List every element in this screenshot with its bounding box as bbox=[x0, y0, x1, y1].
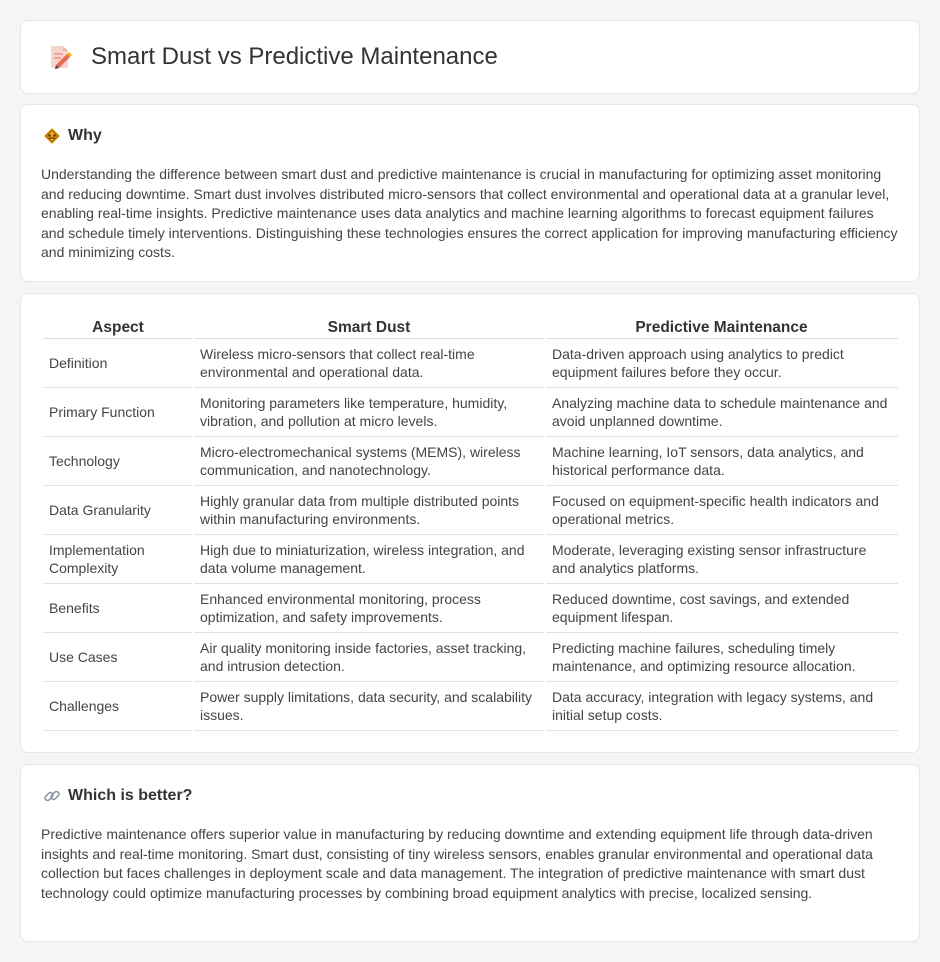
aspect-cell: Benefits bbox=[43, 583, 193, 632]
smart-dust-cell: Enhanced environmental monitoring, process optimization, and safety improvements. bbox=[193, 583, 545, 632]
table-row bbox=[43, 436, 898, 485]
table-row bbox=[43, 681, 898, 730]
smart-dust-cell: Monitoring parameters like temperature, humidity, vibration, and pollution at micro levels. bbox=[193, 387, 545, 436]
predictive-maintenance-cell: Data accuracy, integration with legacy systems, and initial setup costs. bbox=[545, 681, 898, 730]
table-row bbox=[43, 485, 898, 534]
predictive-maintenance-cell: Data-driven approach using analytics to predict equipment failures before they occur. bbox=[545, 338, 898, 387]
why-heading: Why bbox=[68, 127, 102, 144]
smart-dust-cell: Power supply limitations, data security, and scalability issues. bbox=[193, 681, 545, 730]
link-icon bbox=[43, 787, 61, 805]
aspect-cell: Implementation Complexity bbox=[43, 534, 193, 583]
table-header-row bbox=[43, 316, 898, 338]
aspect-cell: Primary Function bbox=[43, 387, 193, 436]
table-row bbox=[43, 338, 898, 387]
table-row bbox=[43, 387, 898, 436]
aspect-cell: Challenges bbox=[43, 681, 193, 730]
predictive-maintenance-cell: Predicting machine failures, scheduling timely maintenance, and optimizing resource allocation. bbox=[545, 632, 898, 681]
predictive-maintenance-cell: Focused on equipment-specific health indicators and operational metrics. bbox=[545, 485, 898, 534]
aspect-cell: Data Granularity bbox=[43, 485, 193, 534]
which-is-better-card bbox=[20, 764, 920, 942]
aspect-cell: Definition bbox=[43, 338, 193, 387]
smart-dust-cell: Air quality monitoring inside factories, asset tracking, and intrusion detection. bbox=[193, 632, 545, 681]
diamond-sign-icon bbox=[43, 127, 61, 145]
smart-dust-cell: High due to miniaturization, wireless integration, and data volume management. bbox=[193, 534, 545, 583]
comparison-table bbox=[43, 316, 898, 731]
page-title: Smart Dust vs Predictive Maintenance bbox=[91, 43, 498, 70]
why-text: Understanding the difference between smart dust and predictive maintenance is crucial in manufacturing for optimizing asset monitoring and reducing downtime. Smart dust involves distributed micro-sensors that collect environmental and operational data at a granular level, enabling real-time insights. Predictive maintenance uses data analytics and machine learning algorithms to forecast equipment failures and schedule timely interventions. Distinguishing these technologies ensures the correct application for improving manufacturing efficiency and minimizing costs. bbox=[41, 166, 898, 261]
aspect-cell: Technology bbox=[43, 436, 193, 485]
title-card bbox=[20, 20, 920, 94]
better-heading-row bbox=[43, 787, 192, 805]
table-row bbox=[43, 534, 898, 583]
smart-dust-cell: Wireless micro-sensors that collect real-time environmental and operational data. bbox=[193, 338, 545, 387]
title-row bbox=[47, 43, 498, 71]
table-row bbox=[43, 583, 898, 632]
smart-dust-cell: Highly granular data from multiple distributed points within manufacturing environments. bbox=[193, 485, 545, 534]
document-pencil-icon bbox=[47, 43, 73, 71]
why-card bbox=[20, 104, 920, 282]
predictive-maintenance-cell: Analyzing machine data to schedule maintenance and avoid unplanned downtime. bbox=[545, 387, 898, 436]
table-row bbox=[43, 632, 898, 681]
better-heading: Which is better? bbox=[68, 787, 193, 804]
column-header-predictive-maintenance: Predictive Maintenance bbox=[545, 316, 898, 338]
why-heading-row bbox=[43, 127, 102, 145]
predictive-maintenance-cell: Moderate, leveraging existing sensor infrastructure and analytics platforms. bbox=[545, 534, 898, 583]
comparison-card bbox=[20, 293, 920, 753]
column-header-smart-dust: Smart Dust bbox=[193, 316, 545, 338]
smart-dust-cell: Micro-electromechanical systems (MEMS), wireless communication, and nanotechnology. bbox=[193, 436, 545, 485]
predictive-maintenance-cell: Machine learning, IoT sensors, data analytics, and historical performance data. bbox=[545, 436, 898, 485]
predictive-maintenance-cell: Reduced downtime, cost savings, and extended equipment lifespan. bbox=[545, 583, 898, 632]
aspect-cell: Use Cases bbox=[43, 632, 193, 681]
column-header-aspect: Aspect bbox=[43, 316, 193, 338]
better-text: Predictive maintenance offers superior value in manufacturing by reducing downtime and extending equipment life through data-driven insights and real-time monitoring. Smart dust, consisting of tiny wireless sensors, enables granular environmental and operational data collection but faces challenges in deployment scale and data management. The integration of predictive maintenance with smart dust technology could optimize manufacturing processes by combining broad equipment analytics with precise, localized sensing. bbox=[41, 826, 873, 901]
